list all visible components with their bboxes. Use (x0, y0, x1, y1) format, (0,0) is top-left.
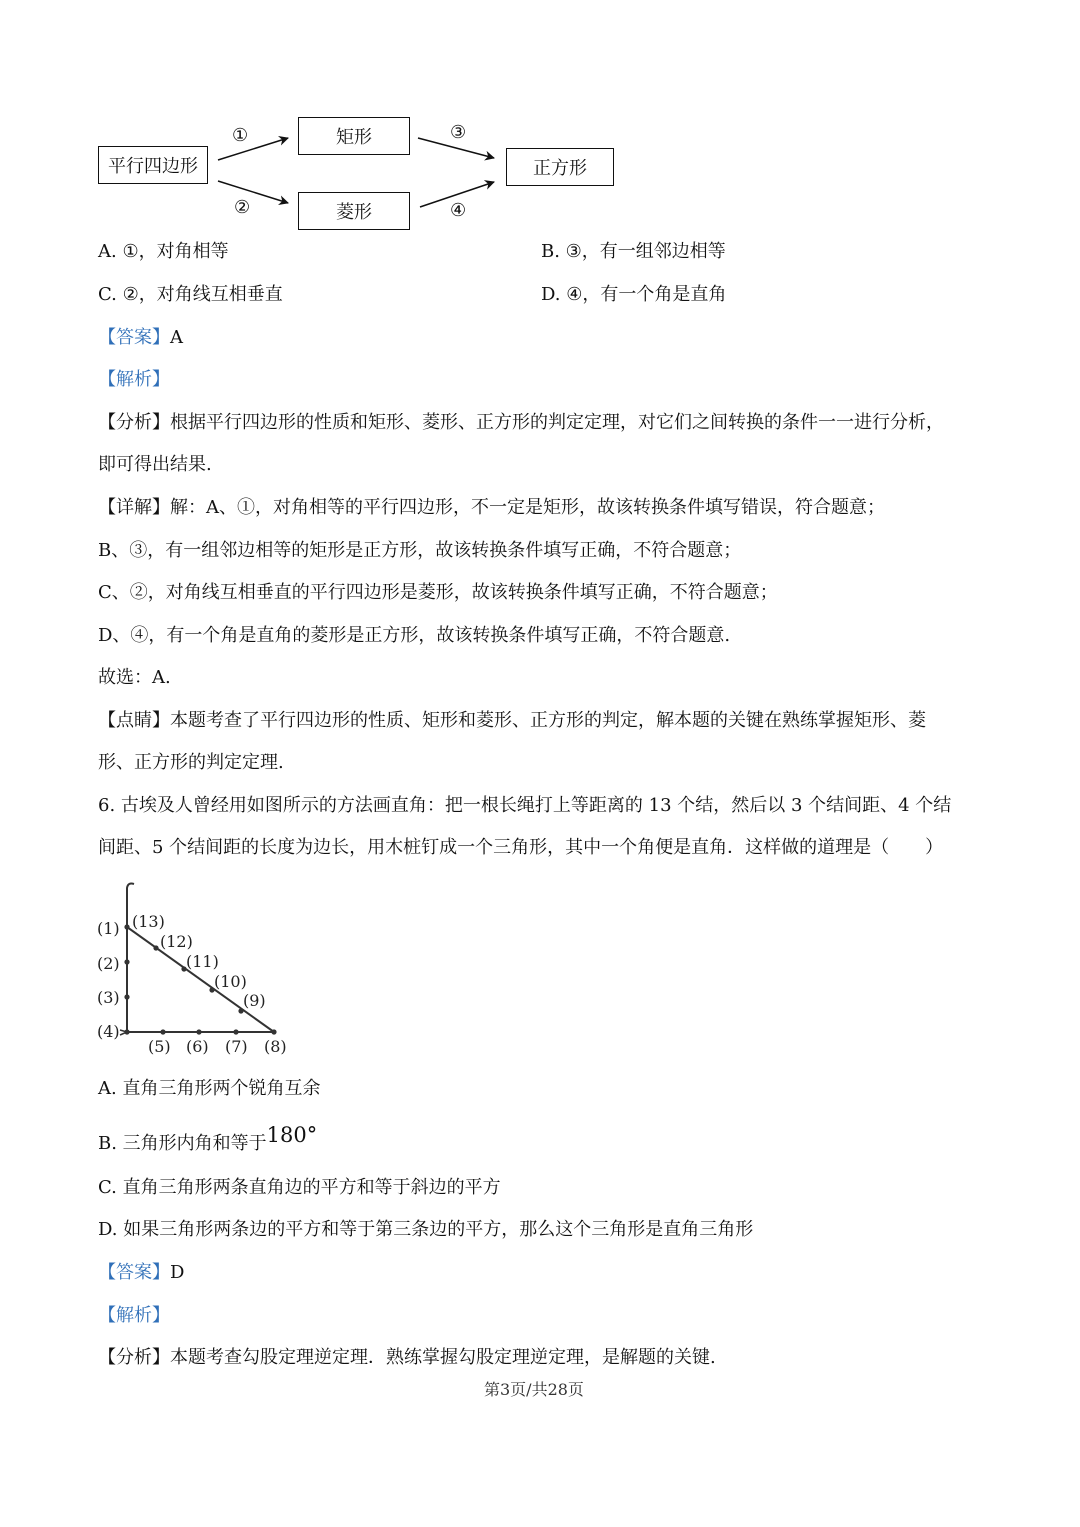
arrow-2 (218, 181, 288, 203)
q6-option-a: A. 直角三角形两个锐角互余 (98, 1078, 321, 1099)
q5-option-d: D. ④，有一个角是直角 (541, 284, 727, 305)
q5-answer (98, 326, 183, 350)
knot-dot (160, 1029, 165, 1034)
knot-dot (124, 959, 129, 964)
knot-label: (4) (97, 1022, 120, 1041)
answer-tag: 【答案】 (98, 327, 170, 348)
knot-dot (271, 1029, 276, 1034)
knot-label: (12) (160, 932, 193, 951)
xiangjie-text: 解：A、①，对角相等的平行四边形，不一定是矩形，故该转换条件填写错误，符合题意； (170, 497, 885, 518)
q5-xiangjie-line3: C、②，对角线互相垂直的平行四边形是菱形，故该转换条件填写正确，不符合题意； (98, 582, 778, 603)
rectangle-box: 矩形 (298, 117, 410, 155)
step-3-label: ③ (450, 122, 467, 143)
arrow-4 (420, 182, 494, 207)
knot-dot (153, 945, 158, 950)
q5-fenxi-line1 (98, 411, 944, 435)
xiangjie-tag: 【详解】 (98, 497, 170, 518)
fenxi-text: 根据平行四边形的性质和矩形、菱形、正方形的判定定理，对它们之间转换的条件一一进行分析， (170, 412, 944, 433)
knot-dot (124, 994, 129, 999)
q5-xiangjie-line2: B、③，有一组邻边相等的矩形是正方形，故该转换条件填写正确，不符合题意； (98, 540, 742, 561)
step-1-label: ① (232, 125, 249, 146)
hypotenuse (127, 927, 274, 1032)
q5-option-a: A. ①，对角相等 (98, 241, 229, 262)
q6-fenxi (98, 1346, 716, 1370)
q5-choice: 故选：A. (98, 667, 171, 688)
q5-dianjing-line2: 形、正方形的判定定理. (98, 752, 284, 773)
arrow-3 (418, 138, 494, 158)
knot-label: (9) (243, 991, 266, 1010)
q5-option-c: C. ②，对角线互相垂直 (98, 284, 283, 305)
q5-fenxi-line2: 即可得出结果. (98, 454, 212, 475)
q6-option-c: C. 直角三角形两条直角边的平方和等于斜边的平方 (98, 1177, 501, 1198)
parallelogram-box: 平行四边形 (98, 146, 208, 184)
answer-value: D (170, 1262, 185, 1283)
knot-label: (2) (97, 954, 120, 973)
answer-value: A (170, 327, 183, 348)
square-box: 正方形 (506, 148, 614, 186)
knot-label: (7) (225, 1037, 248, 1056)
q6-stem-line2: 间距、5 个结间距的长度为边长，用木桩钉成一个三角形，其中一个角便是直角．这样做的道理是（ ） (98, 837, 944, 858)
step-2-label: ② (234, 197, 251, 218)
step-4-label: ④ (450, 200, 467, 221)
q5-xiangjie-line1 (98, 496, 885, 520)
knot-label: (6) (186, 1037, 209, 1056)
vertical-leg (127, 884, 134, 1033)
q5-option-b: B. ③，有一组邻边相等 (541, 241, 726, 262)
option-b-value: 180° (266, 1123, 318, 1147)
knot-dot (124, 1029, 129, 1034)
rhombus-box: 菱形 (298, 192, 410, 230)
page-number: 第3页/共28页 (484, 1380, 584, 1399)
knot-dot (196, 1029, 201, 1034)
q6-stem-line1: 6. 古埃及人曾经用如图所示的方法画直角：把一根长绳打上等距离的 13 个结，然后以 3 个结间距、4 个结 (98, 795, 952, 816)
fenxi-text: 本题考查勾股定理逆定理．熟练掌握勾股定理逆定理，是解题的关键. (170, 1347, 716, 1368)
dianjing-text: 本题考查了平行四边形的性质、矩形和菱形、正方形的判定，解本题的关键在熟练掌握矩形、菱 (170, 710, 926, 731)
q5-xiangjie-line4: D、④，有一个角是直角的菱形是正方形，故该转换条件填写正确，不符合题意. (98, 625, 731, 646)
q6-option-b (98, 1123, 318, 1156)
knot-label: (11) (186, 952, 219, 971)
option-b-text: B. 三角形内角和等于 (98, 1133, 267, 1154)
q5-analysis-tag: 【解析】 (98, 369, 170, 390)
q5-dianjing-line1 (98, 709, 926, 733)
knot-label: (10) (214, 972, 247, 991)
knot-label: (5) (148, 1037, 171, 1056)
knot-label: (13) (132, 912, 165, 931)
q6-analysis-tag: 【解析】 (98, 1305, 170, 1326)
dianjing-tag: 【点睛】 (98, 710, 170, 731)
fenxi-tag: 【分析】 (98, 1347, 170, 1368)
arrow-1 (218, 138, 288, 160)
knot-label: (1) (97, 919, 120, 938)
knot-label: (3) (97, 988, 120, 1007)
q6-answer (98, 1261, 184, 1285)
rope-triangle-figure (90, 880, 300, 1060)
fenxi-tag: 【分析】 (98, 412, 170, 433)
q6-option-d: D. 如果三角形两条边的平方和等于第三条边的平方，那么这个三角形是直角三角形 (98, 1219, 754, 1240)
knot-dot (233, 1029, 238, 1034)
flowchart-arrows (0, 0, 700, 260)
answer-tag: 【答案】 (98, 1262, 170, 1283)
knot-label: (8) (264, 1037, 287, 1056)
knot-dot (124, 924, 129, 929)
